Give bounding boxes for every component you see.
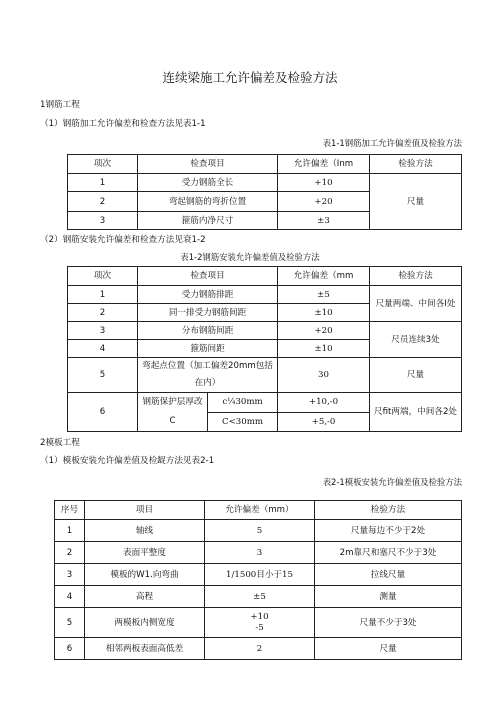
subsection-formwork-installation: （1）模板安装允许偏差值及检龊方法见表2-1 [40, 456, 215, 466]
row-number: 2 [55, 542, 85, 564]
check-method: 尺量 [370, 358, 462, 393]
check-method: 尺员连续3处 [370, 322, 462, 358]
subsection-rebar-installation: （2）钢筋安装允许偏差和检查方法见衰1-2 [40, 235, 206, 245]
check-item: 弯起钢筋的弯折位置 [138, 192, 278, 212]
table-1-1 [67, 154, 462, 230]
check-item: 模板的W1.向弯曲 [85, 564, 205, 586]
section-heading-rebar: 1钢筋工程 [40, 100, 80, 110]
header-cell: 允许偏差（mm） [205, 501, 315, 520]
tolerance: +5,-0 [278, 412, 370, 432]
tolerance: +10 [278, 174, 370, 192]
header-cell: 允许偏差（Inm [278, 155, 370, 174]
check-item: 箍筋间距 [138, 340, 278, 358]
tolerance: ±5 [278, 286, 370, 304]
tolerance: 30 [278, 358, 370, 393]
table-1-1-caption: 表1-1钢筋加工允许偏差值及检验方法 [322, 138, 462, 148]
row-number: 1 [55, 520, 85, 542]
check-item: 同一排受力钢筋间距 [138, 304, 278, 322]
page-title: 连续梁施工允许偏差及检验方法 [162, 70, 338, 85]
check-method: 尺量 [370, 174, 462, 230]
header-cell: 检查项目 [138, 267, 278, 286]
check-item: 表面平整度 [85, 542, 205, 564]
table-2-1 [54, 500, 462, 660]
header-cell: 项次 [68, 267, 138, 286]
section-heading-formwork: 2模板工程 [40, 438, 80, 448]
row-number: 4 [55, 586, 85, 608]
row-number: 1 [68, 174, 138, 192]
header-cell: 检查项目 [138, 155, 278, 174]
tolerance: ±10 [278, 304, 370, 322]
header-cell: 检验方法 [370, 155, 462, 174]
row-number: 5 [55, 608, 85, 638]
check-item: 轴线 [85, 520, 205, 542]
tolerance: +20 [278, 192, 370, 212]
row-number: 2 [68, 192, 138, 212]
check-method: 尺fit两端，中间各2处 [370, 393, 462, 432]
header-cell: 检验方法 [315, 501, 462, 520]
row-number: 6 [68, 393, 138, 432]
tolerance: ±5 [205, 586, 315, 608]
row-number: 4 [68, 340, 138, 358]
sub-item: c¼30mm [208, 393, 278, 413]
row-number: 5 [68, 358, 138, 393]
check-method: 尺量 [315, 638, 462, 660]
sub-item: C<30mm [208, 412, 278, 432]
header-cell: 项次 [68, 155, 138, 174]
row-number: 1 [68, 286, 138, 304]
check-item: 钢筋保护层厚改C [138, 393, 208, 432]
header-cell: 允许偏差（mm [278, 267, 370, 286]
tolerance: 5 [205, 520, 315, 542]
check-method: 尺量两端、中间各I处 [370, 286, 462, 322]
header-cell: 检验方法 [370, 267, 462, 286]
check-item: 受力钢筋排距 [138, 286, 278, 304]
check-method: 2m靠尺和塞尺不少于3处 [315, 542, 462, 564]
check-item: 高程 [85, 586, 205, 608]
tolerance: +20 [278, 322, 370, 340]
tolerance: +10,-0 [278, 393, 370, 413]
subsection-rebar-processing: （1）钢筋加工允许偏差和检查方法见表1-1 [40, 119, 206, 129]
table-1-2-caption: 表1-2钢筋安装允许偏差值及检验方法 [180, 252, 320, 262]
check-method: 测量 [315, 586, 462, 608]
row-number: 6 [55, 638, 85, 660]
check-item: 受力钢筋全长 [138, 174, 278, 192]
check-item: 相邻两板表面高低差 [85, 638, 205, 660]
table-1-2 [67, 266, 462, 432]
row-number: 3 [68, 322, 138, 340]
check-item: 两模板内侧宽度 [85, 608, 205, 638]
check-method: 尺量每边不少于2处 [315, 520, 462, 542]
check-method: 尺量不少于3处 [315, 608, 462, 638]
row-number: 3 [55, 564, 85, 586]
tolerance: ±10 [278, 340, 370, 358]
tolerance: 1/1500目小于15 [205, 564, 315, 586]
tolerance: +10 -5 [205, 608, 315, 638]
row-number: 2 [68, 304, 138, 322]
row-number: 3 [68, 212, 138, 230]
check-item: 弯起点位置（加工偏差20mm包括在内） [138, 358, 278, 393]
tolerance: 3 [205, 542, 315, 564]
table-2-1-caption: 表2-1模板安装允许偏差值及检验方法 [322, 477, 462, 487]
tolerance: 2 [205, 638, 315, 660]
check-item: 分布钢筋间距 [138, 322, 278, 340]
header-cell: 项目 [85, 501, 205, 520]
check-method: 拉线尺量 [315, 564, 462, 586]
check-item: 箍筋内净尺寸 [138, 212, 278, 230]
header-cell: 序号 [55, 501, 85, 520]
tolerance: ±3 [278, 212, 370, 230]
